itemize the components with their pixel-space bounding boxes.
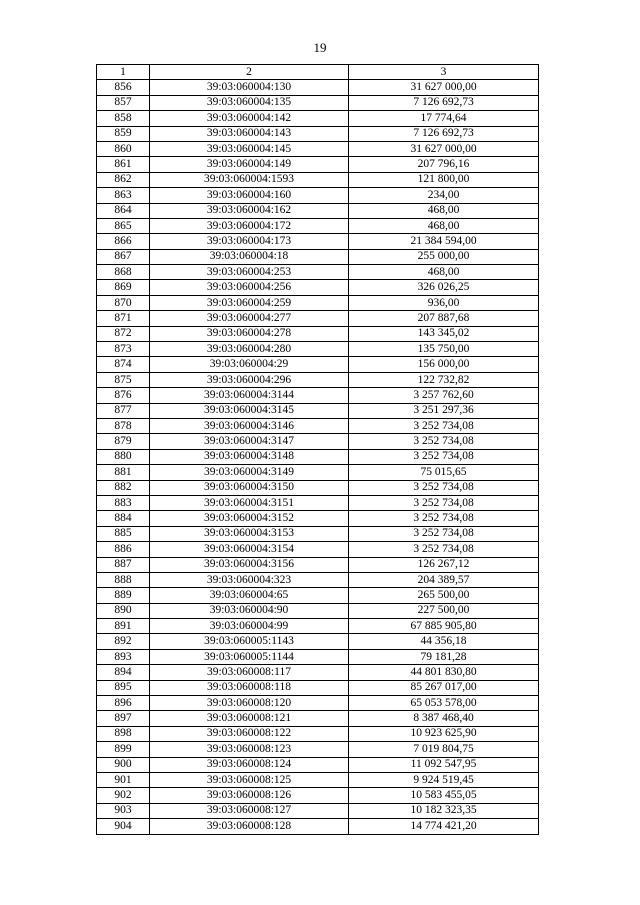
row-number-cell: 885 (97, 526, 150, 541)
row-number-cell: 873 (97, 342, 150, 357)
table-row (97, 649, 539, 664)
cadastral-number-cell: 39:03:060008:121 (150, 711, 349, 726)
cadastral-number-cell: 39:03:060004:90 (150, 603, 349, 618)
cadastral-value-cell: 468,00 (349, 203, 539, 218)
cadastral-number-cell: 39:03:060004:259 (150, 295, 349, 310)
table-row (97, 757, 539, 772)
cadastral-number-cell: 39:03:060004:130 (150, 80, 349, 95)
cadastral-number-cell: 39:03:060008:126 (150, 788, 349, 803)
cadastral-value-cell: 3 252 734,08 (349, 418, 539, 433)
cadastral-value-cell: 326 026,25 (349, 280, 539, 295)
cadastral-value-cell: 265 500,00 (349, 588, 539, 603)
table-row (97, 295, 539, 310)
row-number-cell: 862 (97, 172, 150, 187)
row-number-cell: 871 (97, 311, 150, 326)
table-row (97, 342, 539, 357)
table-row (97, 495, 539, 510)
cadastral-value-cell: 3 257 762,60 (349, 388, 539, 403)
cadastral-number-cell: 39:03:060004:172 (150, 218, 349, 233)
row-number-cell: 858 (97, 111, 150, 126)
table-row (97, 126, 539, 141)
table-row (97, 372, 539, 387)
row-number-cell: 882 (97, 480, 150, 495)
table-row (97, 711, 539, 726)
column-header-3: 3 (349, 65, 539, 80)
cadastral-number-cell: 39:03:060004:278 (150, 326, 349, 341)
row-number-cell: 904 (97, 819, 150, 834)
row-number-cell: 875 (97, 372, 150, 387)
table-row (97, 588, 539, 603)
cadastral-number-cell: 39:03:060004:3144 (150, 388, 349, 403)
cadastral-value-cell: 3 252 734,08 (349, 526, 539, 541)
table-row (97, 280, 539, 295)
table-row (97, 526, 539, 541)
table-row (97, 418, 539, 433)
cadastral-value-cell: 44 801 830,80 (349, 665, 539, 680)
cadastral-value-cell: 204 389,57 (349, 572, 539, 587)
cadastral-number-cell: 39:03:060004:135 (150, 95, 349, 110)
cadastral-number-cell: 39:03:060004:3153 (150, 526, 349, 541)
table-row (97, 218, 539, 233)
row-number-cell: 897 (97, 711, 150, 726)
cadastral-number-cell: 39:03:060004:29 (150, 357, 349, 372)
table-row (97, 172, 539, 187)
row-number-cell: 896 (97, 696, 150, 711)
cadastral-value-cell: 7 019 804,75 (349, 742, 539, 757)
cadastral-value-cell: 7 126 692,73 (349, 95, 539, 110)
table-row (97, 203, 539, 218)
cadastral-number-cell: 39:03:060004:3147 (150, 434, 349, 449)
row-number-cell: 872 (97, 326, 150, 341)
cadastral-value-cell: 31 627 000,00 (349, 141, 539, 156)
row-number-cell: 883 (97, 495, 150, 510)
column-header-2: 2 (150, 65, 349, 80)
cadastral-value-cell: 126 267,12 (349, 557, 539, 572)
row-number-cell: 861 (97, 157, 150, 172)
cadastral-value-cell: 227 500,00 (349, 603, 539, 618)
cadastral-value-cell: 3 251 297,36 (349, 403, 539, 418)
row-number-cell: 889 (97, 588, 150, 603)
cadastral-value-cell: 156 000,00 (349, 357, 539, 372)
cadastral-value-cell: 234,00 (349, 188, 539, 203)
table-row (97, 188, 539, 203)
cadastral-value-cell: 67 885 905,80 (349, 619, 539, 634)
cadastral-value-cell: 3 252 734,08 (349, 480, 539, 495)
table-row (97, 234, 539, 249)
cadastral-number-cell: 39:03:060004:3148 (150, 449, 349, 464)
table-row (97, 742, 539, 757)
cadastral-value-cell: 11 092 547,95 (349, 757, 539, 772)
cadastral-number-cell: 39:03:060004:65 (150, 588, 349, 603)
cadastral-number-cell: 39:03:060004:3146 (150, 418, 349, 433)
cadastral-number-cell: 39:03:060004:277 (150, 311, 349, 326)
cadastral-number-cell: 39:03:060004:3152 (150, 511, 349, 526)
table-body (97, 80, 539, 834)
cadastral-value-cell: 9 924 519,45 (349, 772, 539, 787)
table-row (97, 434, 539, 449)
cadastral-number-cell: 39:03:060004:253 (150, 265, 349, 280)
row-number-cell: 859 (97, 126, 150, 141)
table-row (97, 772, 539, 787)
row-number-cell: 895 (97, 680, 150, 695)
table-row (97, 249, 539, 264)
cadastral-number-cell: 39:03:060008:118 (150, 680, 349, 695)
cadastral-number-cell: 39:03:060004:3154 (150, 542, 349, 557)
row-number-cell: 893 (97, 649, 150, 664)
row-number-cell: 894 (97, 665, 150, 680)
cadastral-value-table (96, 64, 539, 835)
cadastral-value-cell: 17 774,64 (349, 111, 539, 126)
row-number-cell: 876 (97, 388, 150, 403)
cadastral-value-cell: 44 356,18 (349, 634, 539, 649)
cadastral-number-cell: 39:03:060004:18 (150, 249, 349, 264)
cadastral-value-cell: 121 800,00 (349, 172, 539, 187)
row-number-cell: 881 (97, 465, 150, 480)
cadastral-value-cell: 75 015,65 (349, 465, 539, 480)
row-number-cell: 870 (97, 295, 150, 310)
cadastral-number-cell: 39:03:060004:256 (150, 280, 349, 295)
cadastral-value-cell: 85 267 017,00 (349, 680, 539, 695)
row-number-cell: 903 (97, 803, 150, 818)
table-row (97, 619, 539, 634)
cadastral-number-cell: 39:03:060004:143 (150, 126, 349, 141)
cadastral-number-cell: 39:03:060004:3156 (150, 557, 349, 572)
table-row (97, 265, 539, 280)
cadastral-value-cell: 10 923 625,90 (349, 726, 539, 741)
row-number-cell: 888 (97, 572, 150, 587)
row-number-cell: 866 (97, 234, 150, 249)
cadastral-value-cell: 10 583 455,05 (349, 788, 539, 803)
row-number-cell: 902 (97, 788, 150, 803)
cadastral-value-cell: 10 182 323,35 (349, 803, 539, 818)
cadastral-number-cell: 39:03:060004:3145 (150, 403, 349, 418)
cadastral-number-cell: 39:03:060008:127 (150, 803, 349, 818)
table-row (97, 449, 539, 464)
table-row (97, 665, 539, 680)
cadastral-value-cell: 3 252 734,08 (349, 511, 539, 526)
table-row (97, 634, 539, 649)
cadastral-value-cell: 207 887,68 (349, 311, 539, 326)
cadastral-number-cell: 39:03:060004:173 (150, 234, 349, 249)
table-row (97, 572, 539, 587)
row-number-cell: 868 (97, 265, 150, 280)
table-row (97, 788, 539, 803)
table-header-row (97, 65, 539, 80)
cadastral-value-cell: 468,00 (349, 265, 539, 280)
table-row (97, 157, 539, 172)
cadastral-value-cell: 143 345,02 (349, 326, 539, 341)
cadastral-value-cell: 3 252 734,08 (349, 495, 539, 510)
cadastral-number-cell: 39:03:060008:120 (150, 696, 349, 711)
cadastral-number-cell: 39:03:060004:280 (150, 342, 349, 357)
row-number-cell: 860 (97, 141, 150, 156)
cadastral-number-cell: 39:03:060008:124 (150, 757, 349, 772)
table-row (97, 388, 539, 403)
cadastral-value-cell: 21 384 594,00 (349, 234, 539, 249)
cadastral-value-cell: 135 750,00 (349, 342, 539, 357)
row-number-cell: 877 (97, 403, 150, 418)
table-row (97, 403, 539, 418)
table-row (97, 311, 539, 326)
table-row (97, 80, 539, 95)
row-number-cell: 865 (97, 218, 150, 233)
table-row (97, 326, 539, 341)
cadastral-number-cell: 39:03:060004:145 (150, 141, 349, 156)
table-row (97, 819, 539, 834)
table-row (97, 696, 539, 711)
table-row (97, 357, 539, 372)
cadastral-number-cell: 39:03:060004:1593 (150, 172, 349, 187)
cadastral-number-cell: 39:03:060008:125 (150, 772, 349, 787)
cadastral-number-cell: 39:03:060008:123 (150, 742, 349, 757)
cadastral-value-cell: 3 252 734,08 (349, 542, 539, 557)
cadastral-value-cell: 7 126 692,73 (349, 126, 539, 141)
table-row (97, 511, 539, 526)
page-number: 19 (313, 40, 327, 55)
cadastral-value-cell: 14 774 421,20 (349, 819, 539, 834)
cadastral-number-cell: 39:03:060004:3151 (150, 495, 349, 510)
cadastral-number-cell: 39:03:060004:142 (150, 111, 349, 126)
row-number-cell: 867 (97, 249, 150, 264)
cadastral-number-cell: 39:03:060005:1144 (150, 649, 349, 664)
row-number-cell: 864 (97, 203, 150, 218)
table-row (97, 465, 539, 480)
row-number-cell: 891 (97, 619, 150, 634)
row-number-cell: 886 (97, 542, 150, 557)
cadastral-value-cell: 207 796,16 (349, 157, 539, 172)
cadastral-value-cell: 79 181,28 (349, 649, 539, 664)
row-number-cell: 880 (97, 449, 150, 464)
cadastral-number-cell: 39:03:060004:3150 (150, 480, 349, 495)
row-number-cell: 856 (97, 80, 150, 95)
cadastral-number-cell: 39:03:060004:99 (150, 619, 349, 634)
row-number-cell: 899 (97, 742, 150, 757)
table-row (97, 95, 539, 110)
row-number-cell: 878 (97, 418, 150, 433)
cadastral-number-cell: 39:03:060004:162 (150, 203, 349, 218)
cadastral-value-cell: 8 387 468,40 (349, 711, 539, 726)
row-number-cell: 857 (97, 95, 150, 110)
cadastral-value-cell: 468,00 (349, 218, 539, 233)
cadastral-value-cell: 3 252 734,08 (349, 449, 539, 464)
cadastral-number-cell: 39:03:060008:128 (150, 819, 349, 834)
row-number-cell: 887 (97, 557, 150, 572)
cadastral-value-cell: 31 627 000,00 (349, 80, 539, 95)
table-row (97, 680, 539, 695)
row-number-cell: 898 (97, 726, 150, 741)
cadastral-value-cell: 122 732,82 (349, 372, 539, 387)
table-row (97, 803, 539, 818)
row-number-cell: 892 (97, 634, 150, 649)
cadastral-number-cell: 39:03:060004:296 (150, 372, 349, 387)
row-number-cell: 890 (97, 603, 150, 618)
table-row (97, 726, 539, 741)
cadastral-number-cell: 39:03:060004:323 (150, 572, 349, 587)
row-number-cell: 863 (97, 188, 150, 203)
column-header-1: 1 (97, 65, 150, 80)
row-number-cell: 884 (97, 511, 150, 526)
cadastral-number-cell: 39:03:060004:160 (150, 188, 349, 203)
cadastral-value-cell: 936,00 (349, 295, 539, 310)
table-row (97, 480, 539, 495)
row-number-cell: 869 (97, 280, 150, 295)
cadastral-value-cell: 3 252 734,08 (349, 434, 539, 449)
row-number-cell: 901 (97, 772, 150, 787)
table-row (97, 603, 539, 618)
cadastral-number-cell: 39:03:060008:117 (150, 665, 349, 680)
cadastral-value-cell: 65 053 578,00 (349, 696, 539, 711)
row-number-cell: 874 (97, 357, 150, 372)
cadastral-number-cell: 39:03:060008:122 (150, 726, 349, 741)
cadastral-number-cell: 39:03:060004:149 (150, 157, 349, 172)
table-row (97, 141, 539, 156)
row-number-cell: 900 (97, 757, 150, 772)
cadastral-value-cell: 255 000,00 (349, 249, 539, 264)
row-number-cell: 879 (97, 434, 150, 449)
table-row (97, 542, 539, 557)
table-row (97, 111, 539, 126)
table-row (97, 557, 539, 572)
cadastral-number-cell: 39:03:060004:3149 (150, 465, 349, 480)
cadastral-number-cell: 39:03:060005:1143 (150, 634, 349, 649)
